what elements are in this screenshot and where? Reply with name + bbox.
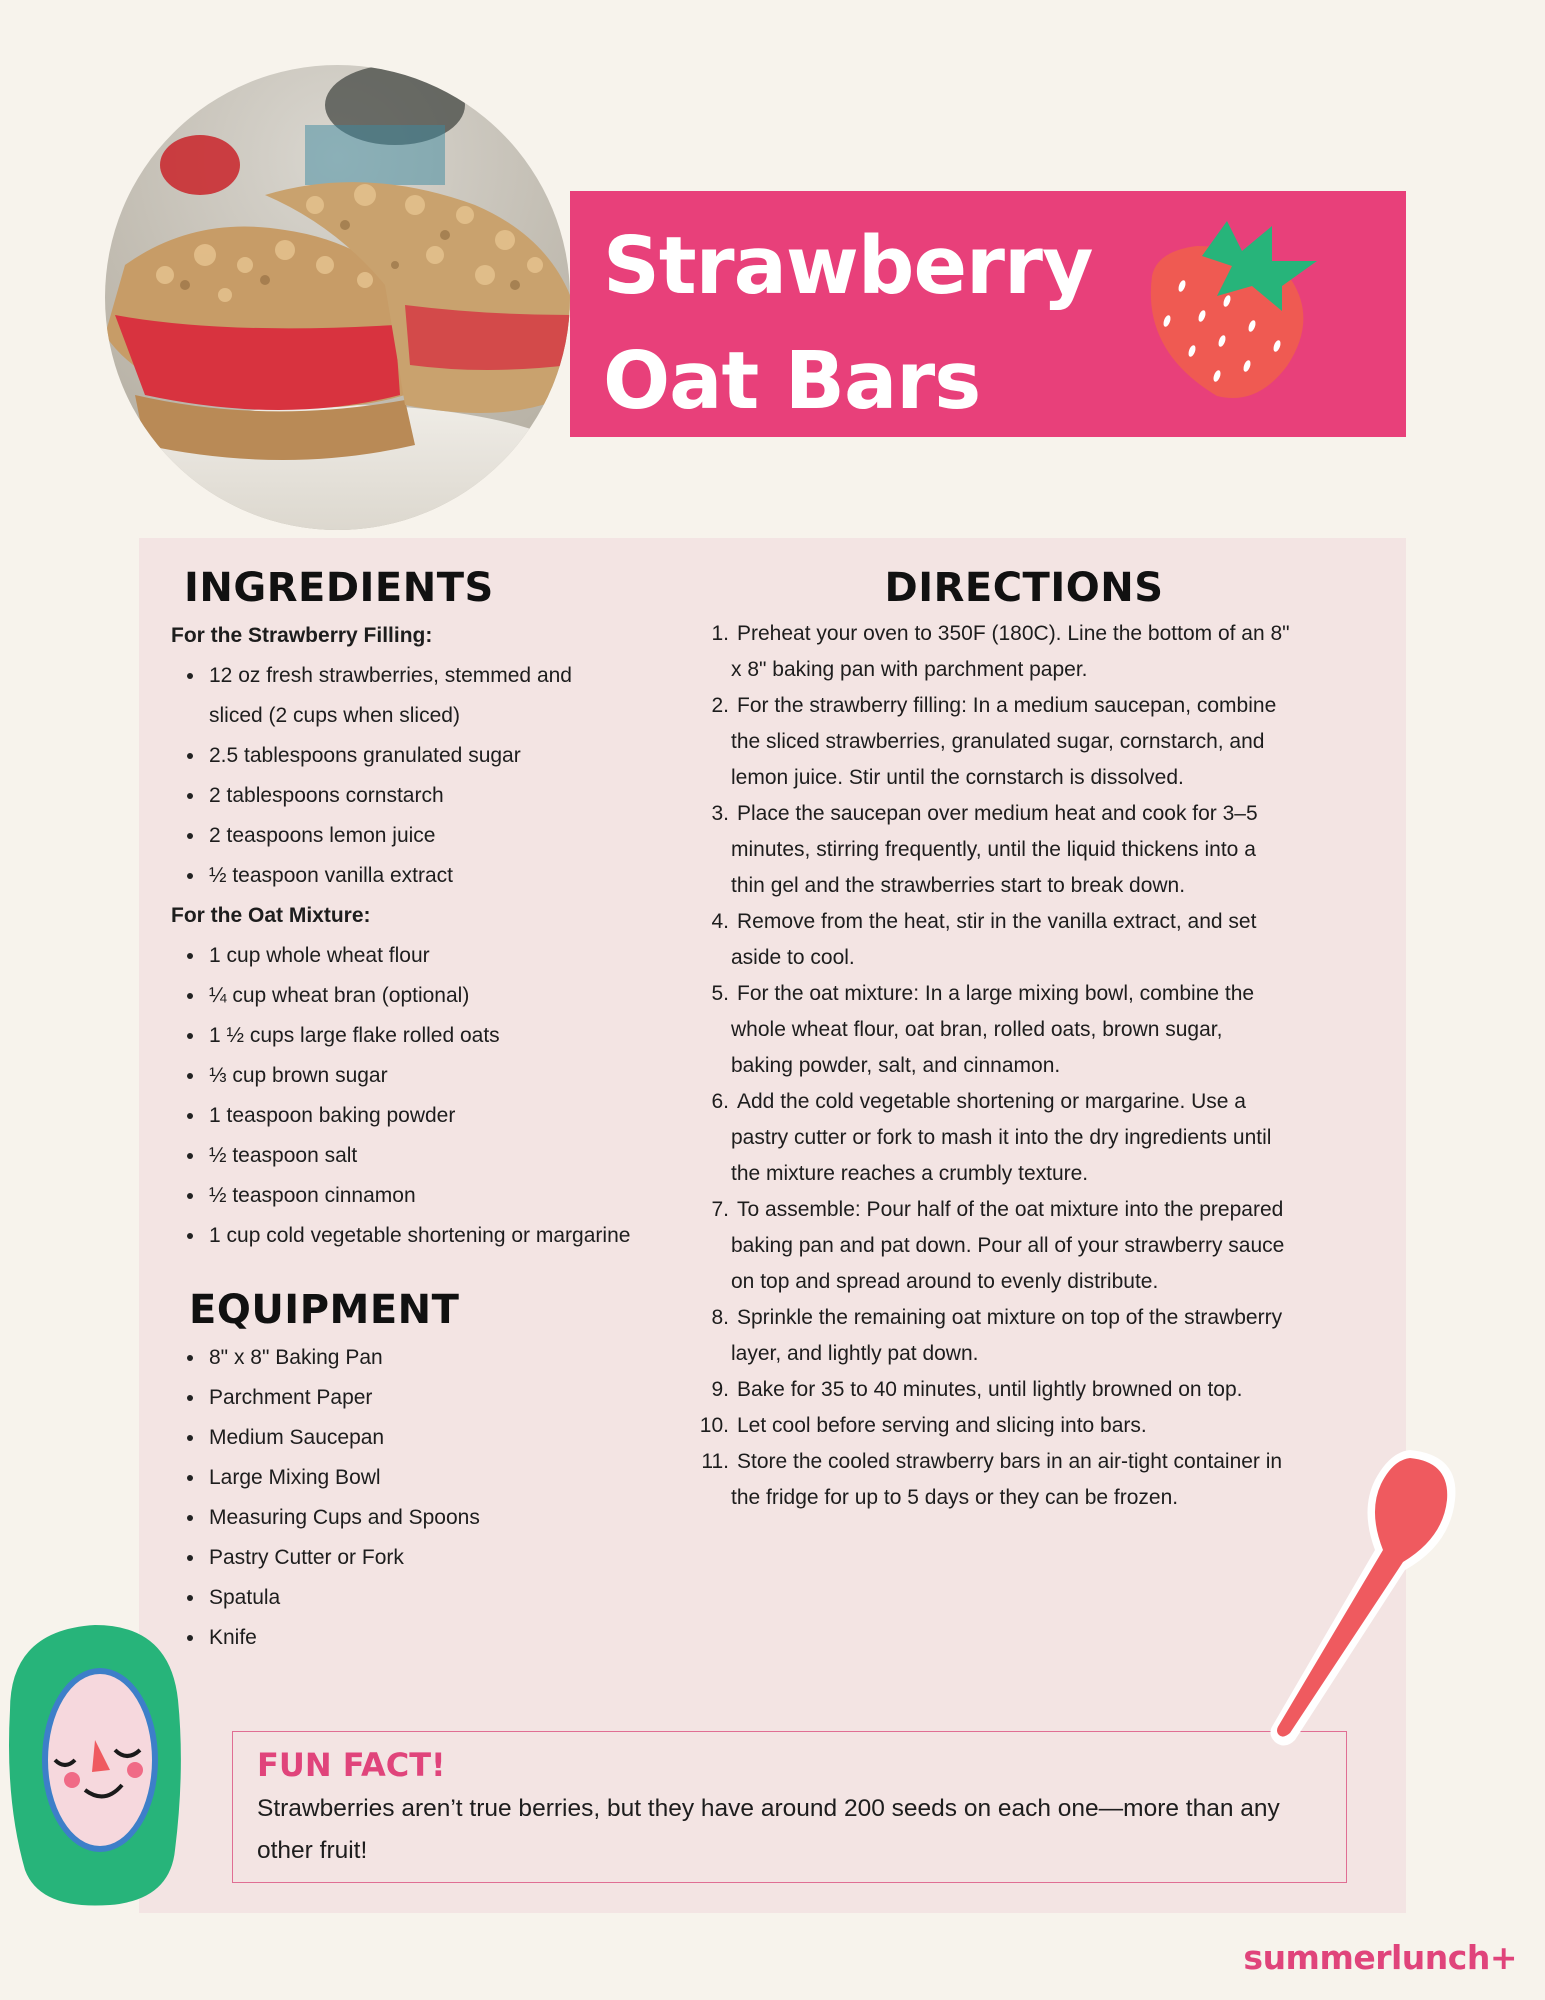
step-text-line: For the oat mixture: In a large mixing bowl, combine the xyxy=(737,982,1255,1005)
step-number: 3. xyxy=(711,802,729,825)
direction-step xyxy=(699,976,1339,1084)
step-number: 9. xyxy=(711,1378,729,1401)
step-text-line: the mixture reaches a crumbly texture. xyxy=(731,1162,1089,1185)
filling-label: For the Strawberry Filling: xyxy=(171,624,433,647)
step-text-line: the fridge for up to 5 days or they can be frozen. xyxy=(731,1486,1179,1509)
step-text-line: layer, and lightly pat down. xyxy=(731,1342,979,1365)
list-item: Spatula xyxy=(171,1578,691,1618)
title-line-1: Strawberry xyxy=(603,220,1093,312)
step-text-line: the sliced strawberries, granulated sugar, cornstarch, and xyxy=(731,730,1265,753)
step-number: 10. xyxy=(699,1414,729,1437)
directions-list xyxy=(699,616,1389,1516)
step-number: 11. xyxy=(701,1450,729,1473)
step-text-line: Store the cooled strawberry bars in an air-tight container in xyxy=(737,1450,1283,1473)
directions-heading: DIRECTIONS xyxy=(884,565,1164,611)
list-item: Knife xyxy=(171,1618,691,1658)
brand-logo: summerlunch+ xyxy=(1243,1938,1517,1977)
step-number: 5. xyxy=(711,982,729,1005)
equipment-heading: EQUIPMENT xyxy=(189,1287,460,1333)
direction-step xyxy=(699,688,1339,796)
step-text-line: To assemble: Pour half of the oat mixture into the prepared xyxy=(737,1198,1284,1221)
step-text-line: pastry cutter or fork to mash it into the dry ingredients until xyxy=(731,1126,1272,1149)
list-item: Medium Saucepan xyxy=(171,1418,691,1458)
step-number: 7. xyxy=(711,1198,729,1221)
oat-list xyxy=(171,936,631,1256)
step-text-line: aside to cool. xyxy=(731,946,855,969)
step-text-line: baking pan and pat down. Pour all of your strawberry sauce xyxy=(731,1234,1285,1257)
step-text-line: x 8" baking pan with parchment paper. xyxy=(731,658,1088,681)
oat-label: For the Oat Mixture: xyxy=(171,904,371,927)
list-item: 8" x 8" Baking Pan xyxy=(171,1338,691,1378)
list-item: ½ teaspoon vanilla extract xyxy=(171,856,631,896)
direction-step xyxy=(699,1408,1339,1444)
fun-fact-box xyxy=(232,1731,1347,1883)
step-text-line: lemon juice. Stir until the cornstarch is dissolved. xyxy=(731,766,1184,789)
step-text-line: Sprinkle the remaining oat mixture on top of the strawberry xyxy=(737,1306,1283,1329)
step-number: 8. xyxy=(711,1306,729,1329)
step-text-line: minutes, stirring frequently, until the liquid thickens into a xyxy=(731,838,1256,861)
list-item: 2.5 tablespoons granulated sugar xyxy=(171,736,631,776)
list-item: 12 oz fresh strawberries, stemmed and sliced (2 cups when sliced) xyxy=(171,656,631,736)
step-text-line: Remove from the heat, stir in the vanilla extract, and set xyxy=(737,910,1257,933)
list-item: ¼ cup wheat bran (optional) xyxy=(171,976,631,1016)
step-text-line: For the strawberry filling: In a medium saucepan, combine xyxy=(737,694,1277,717)
list-item: 2 teaspoons lemon juice xyxy=(171,816,631,856)
list-item: Measuring Cups and Spoons xyxy=(171,1498,691,1538)
step-number: 1. xyxy=(711,622,729,645)
list-item: 1 cup cold vegetable shortening or margarine xyxy=(171,1216,631,1256)
fun-fact-title: FUN FACT! xyxy=(257,1746,446,1784)
step-text-line: thin gel and the strawberries start to break down. xyxy=(731,874,1186,897)
step-text-line: whole wheat flour, oat bran, rolled oats, brown sugar, xyxy=(731,1018,1223,1041)
list-item: Parchment Paper xyxy=(171,1378,691,1418)
step-number: 2. xyxy=(711,694,729,717)
list-item: 1 teaspoon baking powder xyxy=(171,1096,631,1136)
title-banner xyxy=(570,191,1406,437)
list-item: 1 cup whole wheat flour xyxy=(171,936,631,976)
fun-fact-text: Strawberries aren’t true berries, but they have around 200 seeds on each one—more than any other fruit! xyxy=(257,1795,1280,1864)
step-number: 6. xyxy=(711,1090,729,1113)
strawberry-icon xyxy=(1122,201,1352,401)
direction-step xyxy=(699,1084,1339,1192)
list-item: 1 ½ cups large flake rolled oats xyxy=(171,1016,631,1056)
list-item: 2 tablespoons cornstarch xyxy=(171,776,631,816)
step-text-line: baking powder, salt, and cinnamon. xyxy=(731,1054,1061,1077)
spoon-icon xyxy=(1235,1440,1465,1750)
list-item: Pastry Cutter or Fork xyxy=(171,1538,691,1578)
step-text-line: Preheat your oven to 350F (180C). Line the bottom of an 8" xyxy=(737,622,1290,645)
list-item: ⅓ cup brown sugar xyxy=(171,1056,631,1096)
direction-step xyxy=(699,1300,1339,1372)
step-text-line: Add the cold vegetable shortening or margarine. Use a xyxy=(737,1090,1246,1113)
title-line-2: Oat Bars xyxy=(603,335,981,427)
direction-step xyxy=(699,1192,1339,1300)
step-text-line: Bake for 35 to 40 minutes, until lightly browned on top. xyxy=(737,1378,1243,1401)
step-text-line: Place the saucepan over medium heat and cook for 3–5 xyxy=(737,802,1258,825)
oat-bars-photo xyxy=(105,65,570,530)
direction-step xyxy=(699,616,1339,688)
page-title xyxy=(603,209,1092,439)
ingredients-heading: INGREDIENTS xyxy=(184,565,494,611)
mascot-illustration xyxy=(0,1620,200,1910)
step-text-line: on top and spread around to evenly distribute. xyxy=(731,1270,1159,1293)
step-number: 4. xyxy=(711,910,729,933)
equipment-list xyxy=(171,1338,691,1658)
list-item: ½ teaspoon salt xyxy=(171,1136,631,1176)
filling-list xyxy=(171,656,631,896)
left-column xyxy=(171,560,691,1658)
right-column xyxy=(699,560,1389,1516)
step-text-line: Let cool before serving and slicing into bars. xyxy=(737,1414,1147,1437)
direction-step xyxy=(699,796,1339,904)
direction-step xyxy=(699,904,1339,976)
recipe-panel xyxy=(139,538,1406,1913)
list-item: Large Mixing Bowl xyxy=(171,1458,691,1498)
direction-step xyxy=(699,1372,1339,1408)
list-item: ½ teaspoon cinnamon xyxy=(171,1176,631,1216)
